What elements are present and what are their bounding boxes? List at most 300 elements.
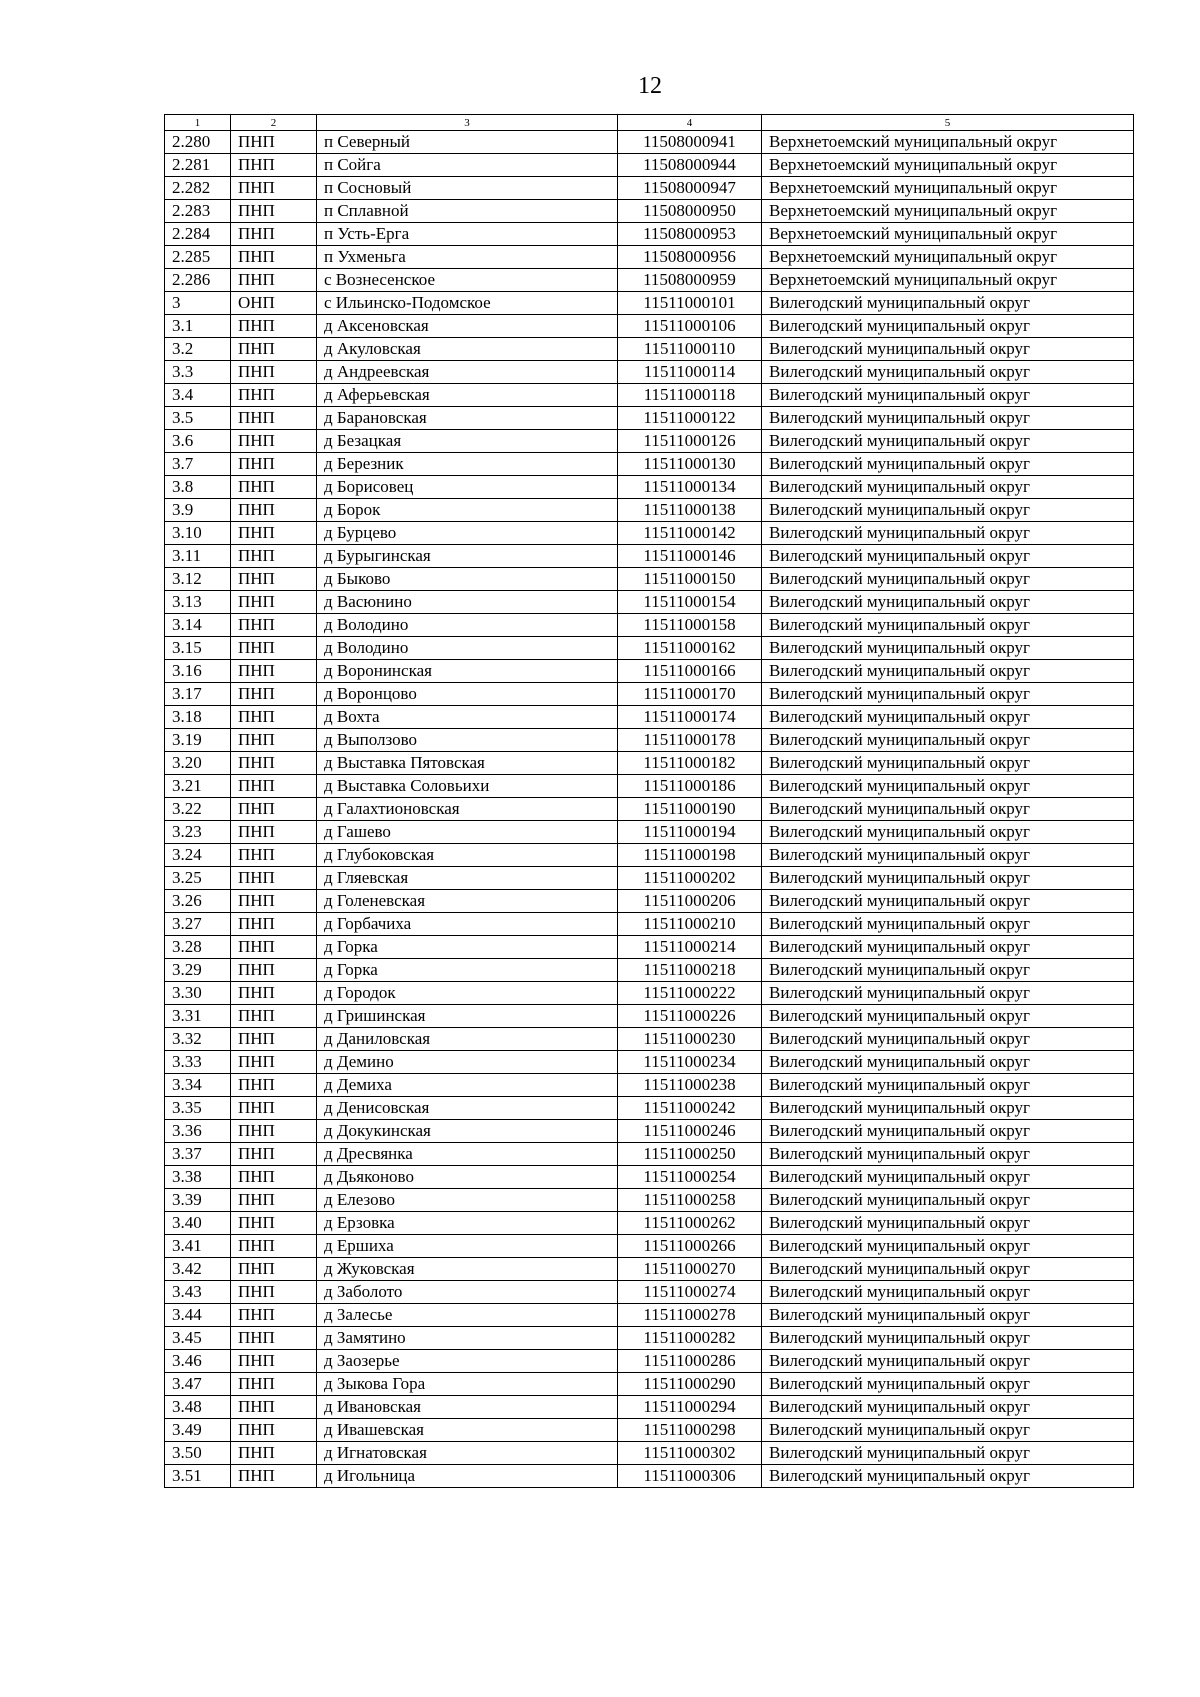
district-cell: Вилегодский муниципальный округ: [762, 361, 1134, 384]
settlement-name-cell: д Голеневская: [317, 890, 618, 913]
row-number-cell: 3.50: [165, 1442, 231, 1465]
type-cell: ПНП: [231, 1281, 317, 1304]
type-cell: ПНП: [231, 177, 317, 200]
district-cell: Вилегодский муниципальный округ: [762, 1235, 1134, 1258]
row-number-cell: 3: [165, 292, 231, 315]
row-number-cell: 3.24: [165, 844, 231, 867]
type-cell: ПНП: [231, 1327, 317, 1350]
type-cell: ПНП: [231, 430, 317, 453]
settlement-name-cell: д Городок: [317, 982, 618, 1005]
row-number-cell: 2.283: [165, 200, 231, 223]
table-row: [165, 844, 1134, 867]
oktmo-code-cell: 11511000174: [618, 706, 762, 729]
district-cell: Вилегодский муниципальный округ: [762, 844, 1134, 867]
district-cell: Вилегодский муниципальный округ: [762, 1120, 1134, 1143]
settlement-name-cell: д Выставка Соловьихи: [317, 775, 618, 798]
table-row: [165, 476, 1134, 499]
table-row: [165, 384, 1134, 407]
oktmo-code-cell: 11508000941: [618, 131, 762, 154]
table-row: [165, 591, 1134, 614]
district-cell: Вилегодский муниципальный округ: [762, 729, 1134, 752]
type-cell: ПНП: [231, 1373, 317, 1396]
type-cell: ПНП: [231, 614, 317, 637]
settlement-name-cell: д Заболото: [317, 1281, 618, 1304]
settlement-name-cell: д Дресвянка: [317, 1143, 618, 1166]
type-cell: ПНП: [231, 591, 317, 614]
oktmo-code-cell: 11508000950: [618, 200, 762, 223]
type-cell: ОНП: [231, 292, 317, 315]
table-row: [165, 1258, 1134, 1281]
type-cell: ПНП: [231, 1097, 317, 1120]
district-cell: Вилегодский муниципальный округ: [762, 1189, 1134, 1212]
oktmo-code-cell: 11508000953: [618, 223, 762, 246]
settlement-name-cell: д Борисовец: [317, 476, 618, 499]
oktmo-code-cell: 11511000226: [618, 1005, 762, 1028]
row-number-cell: 2.280: [165, 131, 231, 154]
district-cell: Верхнетоемский муниципальный округ: [762, 131, 1134, 154]
row-number-cell: 3.18: [165, 706, 231, 729]
table-row: [165, 361, 1134, 384]
column-header: 1: [165, 115, 231, 131]
oktmo-code-cell: 11511000298: [618, 1419, 762, 1442]
settlement-name-cell: д Демино: [317, 1051, 618, 1074]
type-cell: ПНП: [231, 1166, 317, 1189]
district-cell: Вилегодский муниципальный округ: [762, 1281, 1134, 1304]
row-number-cell: 3.30: [165, 982, 231, 1005]
district-cell: Вилегодский муниципальный округ: [762, 1143, 1134, 1166]
type-cell: ПНП: [231, 706, 317, 729]
settlement-name-cell: д Даниловская: [317, 1028, 618, 1051]
district-cell: Вилегодский муниципальный округ: [762, 1212, 1134, 1235]
oktmo-code-cell: 11511000238: [618, 1074, 762, 1097]
column-header: 3: [317, 115, 618, 131]
oktmo-code-cell: 11511000106: [618, 315, 762, 338]
table-row: [165, 1419, 1134, 1442]
oktmo-code-cell: 11511000186: [618, 775, 762, 798]
settlement-name-cell: д Зыкова Гора: [317, 1373, 618, 1396]
oktmo-code-cell: 11511000190: [618, 798, 762, 821]
table-row: [165, 1097, 1134, 1120]
page-number: 12: [638, 73, 662, 99]
settlement-name-cell: д Бурыгинская: [317, 545, 618, 568]
type-cell: ПНП: [231, 568, 317, 591]
type-cell: ПНП: [231, 775, 317, 798]
type-cell: ПНП: [231, 637, 317, 660]
district-cell: Вилегодский муниципальный округ: [762, 292, 1134, 315]
oktmo-code-cell: 11511000262: [618, 1212, 762, 1235]
oktmo-code-cell: 11511000218: [618, 959, 762, 982]
settlement-name-cell: д Андреевская: [317, 361, 618, 384]
table-row: [165, 1304, 1134, 1327]
settlement-name-cell: д Аксеновская: [317, 315, 618, 338]
district-cell: Вилегодский муниципальный округ: [762, 338, 1134, 361]
table-row: [165, 775, 1134, 798]
row-number-cell: 3.31: [165, 1005, 231, 1028]
type-cell: ПНП: [231, 752, 317, 775]
settlement-name-cell: д Денисовская: [317, 1097, 618, 1120]
settlement-name-cell: п Сосновый: [317, 177, 618, 200]
district-cell: Вилегодский муниципальный округ: [762, 913, 1134, 936]
oktmo-code-cell: 11511000302: [618, 1442, 762, 1465]
row-number-cell: 3.3: [165, 361, 231, 384]
row-number-cell: 3.22: [165, 798, 231, 821]
district-cell: Вилегодский муниципальный округ: [762, 1373, 1134, 1396]
settlement-name-cell: д Гляевская: [317, 867, 618, 890]
table-row: [165, 338, 1134, 361]
settlement-name-cell: д Залесье: [317, 1304, 618, 1327]
oktmo-code-cell: 11511000142: [618, 522, 762, 545]
row-number-cell: 3.37: [165, 1143, 231, 1166]
type-cell: ПНП: [231, 1143, 317, 1166]
oktmo-code-cell: 11511000126: [618, 430, 762, 453]
row-number-cell: 3.48: [165, 1396, 231, 1419]
type-cell: ПНП: [231, 522, 317, 545]
settlement-name-cell: п Ухменьга: [317, 246, 618, 269]
district-cell: Вилегодский муниципальный округ: [762, 522, 1134, 545]
oktmo-code-cell: 11508000959: [618, 269, 762, 292]
row-number-cell: 2.284: [165, 223, 231, 246]
oktmo-code-cell: 11511000294: [618, 1396, 762, 1419]
oktmo-code-cell: 11511000286: [618, 1350, 762, 1373]
settlement-name-cell: д Володино: [317, 637, 618, 660]
type-cell: ПНП: [231, 982, 317, 1005]
oktmo-code-cell: 11511000182: [618, 752, 762, 775]
column-header: 2: [231, 115, 317, 131]
settlement-name-cell: д Барановская: [317, 407, 618, 430]
settlement-name-cell: д Выползово: [317, 729, 618, 752]
district-cell: Вилегодский муниципальный округ: [762, 1166, 1134, 1189]
type-cell: ПНП: [231, 936, 317, 959]
type-cell: ПНП: [231, 1465, 317, 1488]
district-cell: Вилегодский муниципальный округ: [762, 1419, 1134, 1442]
district-cell: Вилегодский муниципальный округ: [762, 752, 1134, 775]
row-number-cell: 3.17: [165, 683, 231, 706]
settlement-name-cell: д Докукинская: [317, 1120, 618, 1143]
settlement-name-cell: д Гашево: [317, 821, 618, 844]
row-number-cell: 3.20: [165, 752, 231, 775]
district-cell: Вилегодский муниципальный округ: [762, 430, 1134, 453]
table-row: [165, 200, 1134, 223]
oktmo-code-cell: 11511000250: [618, 1143, 762, 1166]
row-number-cell: 2.282: [165, 177, 231, 200]
row-number-cell: 2.285: [165, 246, 231, 269]
settlement-name-cell: д Демиха: [317, 1074, 618, 1097]
district-cell: Вилегодский муниципальный округ: [762, 476, 1134, 499]
row-number-cell: 3.35: [165, 1097, 231, 1120]
oktmo-code-cell: 11511000222: [618, 982, 762, 1005]
oktmo-code-cell: 11511000166: [618, 660, 762, 683]
settlement-name-cell: д Горбачиха: [317, 913, 618, 936]
type-cell: ПНП: [231, 959, 317, 982]
type-cell: ПНП: [231, 913, 317, 936]
oktmo-code-cell: 11508000944: [618, 154, 762, 177]
district-cell: Вилегодский муниципальный округ: [762, 1074, 1134, 1097]
column-number-row: [165, 115, 1134, 131]
table-row: [165, 752, 1134, 775]
oktmo-code-cell: 11511000246: [618, 1120, 762, 1143]
oktmo-code-cell: 11511000202: [618, 867, 762, 890]
row-number-cell: 3.11: [165, 545, 231, 568]
table-row: [165, 1373, 1134, 1396]
district-cell: Вилегодский муниципальный округ: [762, 1258, 1134, 1281]
type-cell: ПНП: [231, 1028, 317, 1051]
district-cell: Вилегодский муниципальный округ: [762, 982, 1134, 1005]
oktmo-code-cell: 11511000194: [618, 821, 762, 844]
settlement-name-cell: д Бурцево: [317, 522, 618, 545]
district-cell: Вилегодский муниципальный округ: [762, 384, 1134, 407]
table-row: [165, 223, 1134, 246]
type-cell: ПНП: [231, 453, 317, 476]
table-row: [165, 1189, 1134, 1212]
type-cell: ПНП: [231, 1396, 317, 1419]
oktmo-code-cell: 11511000150: [618, 568, 762, 591]
oktmo-code-cell: 11511000170: [618, 683, 762, 706]
column-header: 5: [762, 115, 1134, 131]
table-row: [165, 499, 1134, 522]
type-cell: ПНП: [231, 131, 317, 154]
type-cell: ПНП: [231, 1074, 317, 1097]
type-cell: ПНП: [231, 154, 317, 177]
table-row: [165, 683, 1134, 706]
table-row: [165, 729, 1134, 752]
oktmo-code-cell: 11511000162: [618, 637, 762, 660]
type-cell: ПНП: [231, 660, 317, 683]
row-number-cell: 3.33: [165, 1051, 231, 1074]
oktmo-code-cell: 11511000214: [618, 936, 762, 959]
column-header: 4: [618, 115, 762, 131]
table-row: [165, 177, 1134, 200]
table-row: [165, 982, 1134, 1005]
row-number-cell: 3.26: [165, 890, 231, 913]
district-cell: Верхнетоемский муниципальный округ: [762, 223, 1134, 246]
settlement-name-cell: д Ивановская: [317, 1396, 618, 1419]
row-number-cell: 3.6: [165, 430, 231, 453]
table-row: [165, 959, 1134, 982]
type-cell: ПНП: [231, 1258, 317, 1281]
table-row: [165, 1327, 1134, 1350]
type-cell: ПНП: [231, 821, 317, 844]
type-cell: ПНП: [231, 545, 317, 568]
district-cell: Вилегодский муниципальный округ: [762, 706, 1134, 729]
row-number-cell: 3.19: [165, 729, 231, 752]
settlement-name-cell: д Воронцово: [317, 683, 618, 706]
table-row: [165, 821, 1134, 844]
settlement-name-cell: д Галахтионовская: [317, 798, 618, 821]
settlement-name-cell: д Выставка Пятовская: [317, 752, 618, 775]
settlement-name-cell: п Северный: [317, 131, 618, 154]
oktmo-code-cell: 11511000210: [618, 913, 762, 936]
settlement-name-cell: д Борок: [317, 499, 618, 522]
oktmo-code-cell: 11511000230: [618, 1028, 762, 1051]
row-number-cell: 3.49: [165, 1419, 231, 1442]
row-number-cell: 3.2: [165, 338, 231, 361]
settlement-name-cell: д Ивашевская: [317, 1419, 618, 1442]
district-cell: Вилегодский муниципальный округ: [762, 775, 1134, 798]
district-cell: Вилегодский муниципальный округ: [762, 1051, 1134, 1074]
settlement-name-cell: д Гришинская: [317, 1005, 618, 1028]
type-cell: ПНП: [231, 1235, 317, 1258]
row-number-cell: 3.28: [165, 936, 231, 959]
row-number-cell: 3.21: [165, 775, 231, 798]
district-cell: Вилегодский муниципальный округ: [762, 821, 1134, 844]
row-number-cell: 3.13: [165, 591, 231, 614]
table-row: [165, 890, 1134, 913]
row-number-cell: 3.27: [165, 913, 231, 936]
type-cell: ПНП: [231, 476, 317, 499]
settlement-name-cell: с Вознесенское: [317, 269, 618, 292]
settlements-table: [164, 114, 1134, 1488]
district-cell: Вилегодский муниципальный округ: [762, 660, 1134, 683]
table-row: [165, 453, 1134, 476]
settlement-name-cell: д Воронинская: [317, 660, 618, 683]
row-number-cell: 3.23: [165, 821, 231, 844]
district-cell: Вилегодский муниципальный округ: [762, 683, 1134, 706]
table-body: [165, 115, 1134, 1488]
district-cell: Вилегодский муниципальный округ: [762, 1005, 1134, 1028]
table-row: [165, 1166, 1134, 1189]
type-cell: ПНП: [231, 729, 317, 752]
table-row: [165, 430, 1134, 453]
row-number-cell: 3.14: [165, 614, 231, 637]
row-number-cell: 3.15: [165, 637, 231, 660]
type-cell: ПНП: [231, 1212, 317, 1235]
oktmo-code-cell: 11511000266: [618, 1235, 762, 1258]
oktmo-code-cell: 11511000254: [618, 1166, 762, 1189]
settlement-name-cell: д Игнатовская: [317, 1442, 618, 1465]
table-row: [165, 1074, 1134, 1097]
row-number-cell: 3.44: [165, 1304, 231, 1327]
table-row: [165, 867, 1134, 890]
district-cell: Вилегодский муниципальный округ: [762, 1350, 1134, 1373]
type-cell: ПНП: [231, 798, 317, 821]
row-number-cell: 3.34: [165, 1074, 231, 1097]
oktmo-code-cell: 11511000242: [618, 1097, 762, 1120]
type-cell: ПНП: [231, 1189, 317, 1212]
district-cell: Вилегодский муниципальный округ: [762, 1028, 1134, 1051]
table-row: [165, 637, 1134, 660]
row-number-cell: 2.286: [165, 269, 231, 292]
oktmo-code-cell: 11511000234: [618, 1051, 762, 1074]
district-cell: Вилегодский муниципальный округ: [762, 1396, 1134, 1419]
table-row: [165, 936, 1134, 959]
oktmo-code-cell: 11511000114: [618, 361, 762, 384]
district-cell: Вилегодский муниципальный округ: [762, 959, 1134, 982]
type-cell: ПНП: [231, 384, 317, 407]
district-cell: Вилегодский муниципальный округ: [762, 499, 1134, 522]
table-row: [165, 1120, 1134, 1143]
settlement-name-cell: д Быково: [317, 568, 618, 591]
type-cell: ПНП: [231, 1304, 317, 1327]
oktmo-code-cell: 11511000258: [618, 1189, 762, 1212]
row-number-cell: 3.42: [165, 1258, 231, 1281]
settlement-name-cell: д Аферьевская: [317, 384, 618, 407]
table-row: [165, 269, 1134, 292]
row-number-cell: 3.16: [165, 660, 231, 683]
table-row: [165, 568, 1134, 591]
oktmo-code-cell: 11511000154: [618, 591, 762, 614]
settlement-name-cell: д Горка: [317, 936, 618, 959]
type-cell: ПНП: [231, 1442, 317, 1465]
table-row: [165, 1465, 1134, 1488]
settlement-name-cell: д Дьяконово: [317, 1166, 618, 1189]
settlement-name-cell: д Березник: [317, 453, 618, 476]
row-number-cell: 3.38: [165, 1166, 231, 1189]
type-cell: ПНП: [231, 1005, 317, 1028]
oktmo-code-cell: 11511000110: [618, 338, 762, 361]
settlement-name-cell: д Вохта: [317, 706, 618, 729]
district-cell: Верхнетоемский муниципальный округ: [762, 177, 1134, 200]
oktmo-code-cell: 11511000290: [618, 1373, 762, 1396]
table-row: [165, 545, 1134, 568]
type-cell: ПНП: [231, 361, 317, 384]
settlement-name-cell: д Жуковская: [317, 1258, 618, 1281]
district-cell: Вилегодский муниципальный округ: [762, 637, 1134, 660]
row-number-cell: 3.29: [165, 959, 231, 982]
district-cell: Вилегодский муниципальный округ: [762, 568, 1134, 591]
table-row: [165, 614, 1134, 637]
settlement-name-cell: д Ерзовка: [317, 1212, 618, 1235]
row-number-cell: 3.36: [165, 1120, 231, 1143]
district-cell: Вилегодский муниципальный округ: [762, 890, 1134, 913]
oktmo-code-cell: 11511000198: [618, 844, 762, 867]
district-cell: Вилегодский муниципальный округ: [762, 591, 1134, 614]
settlement-name-cell: п Усть-Ерга: [317, 223, 618, 246]
district-cell: Вилегодский муниципальный округ: [762, 315, 1134, 338]
table-row: [165, 706, 1134, 729]
settlement-name-cell: д Акуловская: [317, 338, 618, 361]
district-cell: Вилегодский муниципальный округ: [762, 407, 1134, 430]
settlement-name-cell: д Володино: [317, 614, 618, 637]
settlement-name-cell: с Ильинско-Подомское: [317, 292, 618, 315]
row-number-cell: 3.43: [165, 1281, 231, 1304]
type-cell: ПНП: [231, 1419, 317, 1442]
district-cell: Верхнетоемский муниципальный округ: [762, 269, 1134, 292]
table-row: [165, 315, 1134, 338]
type-cell: ПНП: [231, 407, 317, 430]
type-cell: ПНП: [231, 315, 317, 338]
district-cell: Вилегодский муниципальный округ: [762, 1442, 1134, 1465]
row-number-cell: 3.41: [165, 1235, 231, 1258]
row-number-cell: 3.51: [165, 1465, 231, 1488]
oktmo-code-cell: 11511000278: [618, 1304, 762, 1327]
table-row: [165, 1442, 1134, 1465]
type-cell: ПНП: [231, 683, 317, 706]
district-cell: Верхнетоемский муниципальный округ: [762, 154, 1134, 177]
settlement-name-cell: д Елезово: [317, 1189, 618, 1212]
row-number-cell: 3.45: [165, 1327, 231, 1350]
row-number-cell: 3.40: [165, 1212, 231, 1235]
district-cell: Вилегодский муниципальный округ: [762, 453, 1134, 476]
oktmo-code-cell: 11511000146: [618, 545, 762, 568]
type-cell: ПНП: [231, 223, 317, 246]
type-cell: ПНП: [231, 1051, 317, 1074]
type-cell: ПНП: [231, 200, 317, 223]
settlement-name-cell: д Васюнино: [317, 591, 618, 614]
type-cell: ПНП: [231, 844, 317, 867]
table-row: [165, 1281, 1134, 1304]
table-row: [165, 1350, 1134, 1373]
district-cell: Вилегодский муниципальный округ: [762, 1304, 1134, 1327]
row-number-cell: 3.25: [165, 867, 231, 890]
district-cell: Верхнетоемский муниципальный округ: [762, 246, 1134, 269]
table-row: [165, 1005, 1134, 1028]
table-row: [165, 292, 1134, 315]
table-row: [165, 1235, 1134, 1258]
table-row: [165, 131, 1134, 154]
district-cell: Вилегодский муниципальный округ: [762, 1465, 1134, 1488]
oktmo-code-cell: 11511000306: [618, 1465, 762, 1488]
table-row: [165, 660, 1134, 683]
